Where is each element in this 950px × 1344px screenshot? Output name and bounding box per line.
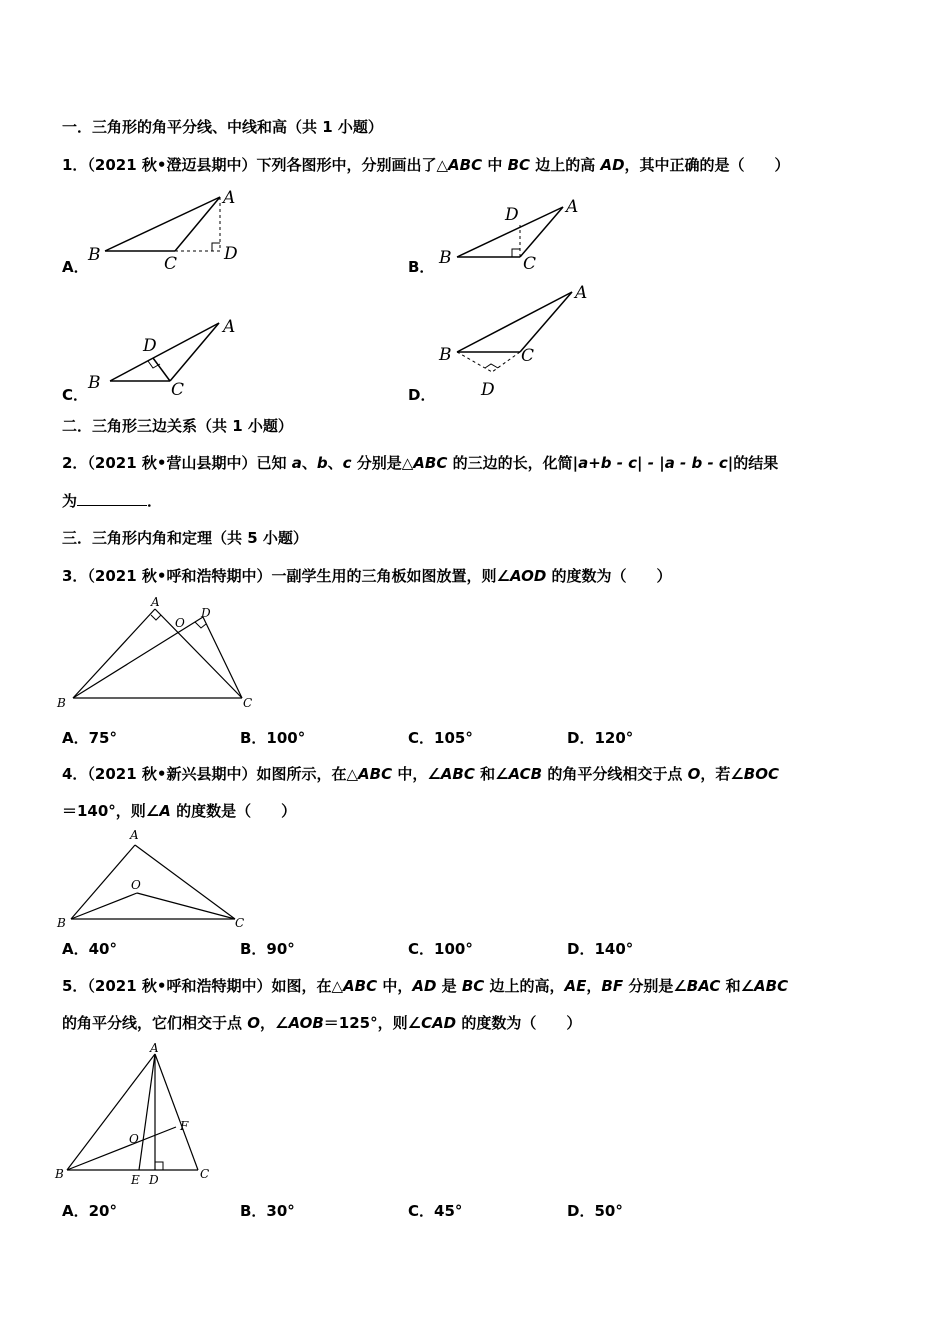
q1a-label-b: B [88,245,101,265]
q5-option-b[interactable]: B．30° [240,1202,295,1220]
q1b-label-d: D [505,205,519,225]
q4-text: 和∠ [474,765,509,783]
q5-text: 是 [436,977,462,995]
q1-ad: AD [600,156,625,174]
q3-option-a[interactable]: A．75° [62,729,117,747]
q5-text: 的度数为（ ） [456,1014,582,1032]
q5-angle-aob: AOB [288,1014,324,1032]
q5-text: ，∠ [260,1014,289,1032]
q1d-label-b: B [439,345,452,365]
q3-figure [55,595,265,715]
q3-label-d: D [201,606,211,620]
question-4-line2 [62,801,296,821]
q5-label-d: D [149,1173,159,1187]
q3-label-a: A [151,595,160,609]
q2-text: ． [147,492,163,510]
question-5-line1 [62,976,788,996]
q1-text: ，其中正确的是（ ） [624,156,790,174]
question-4-line1 [62,764,779,784]
q4-option-d[interactable]: D．140° [567,940,634,958]
q4-text: 中，∠ [392,765,441,783]
q5-bf: BF [601,977,624,995]
q4-label-a: A [130,828,139,842]
q5-angle-bac: BAC [686,977,721,995]
q1-option-d[interactable]: D． [408,386,436,404]
q5-option-a[interactable]: A．20° [62,1202,117,1220]
q5-text: 分别是∠ [623,977,687,995]
q4-angle-abc: ABC [440,765,475,783]
q4-label-c: C [235,916,245,930]
section-title-3: 三．三角形内角和定理（共 5 小题） [62,529,308,547]
q1-option-b[interactable]: B． [408,258,435,276]
q4-text: 4．（2021 秋•新兴县期中）如图所示，在△ [62,765,359,783]
question-2-line1 [62,453,778,473]
question-2-line2 [62,491,162,511]
q1a-label-d: D [224,244,238,264]
question-1-stem [62,155,790,175]
q2-abc: ABC [413,454,448,472]
q1-figure-a [80,185,260,274]
q4-abc: ABC [358,765,393,783]
q3-text: 3．（2021 秋•呼和浩特期中）一副学生用的三角板如图放置，则∠ [62,567,510,585]
q4-option-c[interactable]: C．100° [408,940,473,958]
q5-label-c: C [200,1167,210,1181]
q5-text: 和∠ [720,977,755,995]
q5-angle-abc: ABC [754,977,789,995]
q5-label-f: F [180,1119,189,1133]
q2-var-a: a [291,454,302,472]
q3-option-d[interactable]: D．120° [567,729,634,747]
q1c-label-b: B [88,373,101,393]
q1c-label-a: A [223,317,236,337]
q1-option-c[interactable]: C． [62,386,89,404]
q4-text: 的角平分线相交于点 [542,765,688,783]
q2-text: 2．（2021 秋•营山县期中）已知 [62,454,292,472]
q1a-label-a: A [223,188,236,208]
question-5-line2 [62,1013,581,1033]
q5-bc: BC [461,977,485,995]
q1-text: 中 [482,156,508,174]
q5-text: 的角平分线，它们相交于点 [62,1014,248,1032]
q1c-label-c: C [171,380,185,400]
q5-figure [55,1040,225,1190]
q3-option-b[interactable]: B．100° [240,729,306,747]
q4-angle-acb: ACB [508,765,543,783]
q1d-label-c: C [521,346,535,366]
question-3-stem [62,566,672,586]
section-title-1: 一．三角形的角平分线、中线和高（共 1 小题） [62,118,383,136]
q4-label-b: B [57,916,66,930]
q3-label-b: B [57,696,66,710]
q4-option-b[interactable]: B．90° [240,940,295,958]
q3-label-c: C [243,696,253,710]
q2-text: 、 [301,454,317,472]
q1a-label-c: C [164,254,178,274]
q2-text: 分别是△ [351,454,414,472]
q5-text: ＝125°，则∠ [323,1014,422,1032]
q5-abc: ABC [343,977,378,995]
q3-label-o: O [175,616,185,630]
q5-option-d[interactable]: D．50° [567,1202,623,1220]
q2-expression: |a+b - c| - |a - b - c| [572,454,734,472]
q5-label-a: A [150,1041,159,1055]
q5-label-b: B [55,1167,64,1181]
q2-text: 、 [327,454,343,472]
q5-text: ， [586,977,602,995]
q4-point-o: O [687,765,701,783]
q1b-label-b: B [439,248,452,268]
q3-aod: AOD [509,567,547,585]
q4-angle-a: A [159,802,171,820]
q1b-label-a: A [566,197,579,217]
q4-option-a[interactable]: A．40° [62,940,117,958]
section-title-2: 二．三角形三边关系（共 1 小题） [62,417,293,435]
q4-text: ＝140°，则∠ [62,802,160,820]
q2-answer-blank[interactable] [77,491,147,506]
q5-text: 边上的高， [484,977,565,995]
q5-text: 5．（2021 秋•呼和浩特期中）如图，在△ [62,977,344,995]
q2-var-b: b [316,454,328,472]
q1-text: 1．（2021 秋•澄迈县期中）下列各图形中，分别画出了△ [62,156,449,174]
q1d-label-d: D [481,380,495,400]
q1-option-a[interactable]: A． [62,258,89,276]
q4-angle-boc: BOC [743,765,779,783]
q1-figure-c [85,315,255,400]
q5-label-e: E [131,1173,140,1187]
q5-ad: AD [412,977,437,995]
q5-label-o: O [129,1132,139,1146]
q5-point-o: O [247,1014,260,1032]
q2-text: 的结果 [733,454,779,472]
q4-text: 的度数是（ ） [170,802,297,820]
q1-bc: BC [507,156,531,174]
q1c-label-d: D [143,336,157,356]
q1-text: 边上的高 [530,156,601,174]
q5-text: 中， [377,977,413,995]
q4-figure [55,827,255,932]
q1d-label-a: A [575,283,588,303]
q1b-label-c: C [523,254,537,274]
q1-figure-b [435,195,595,275]
q1-figure-d [435,282,605,402]
q2-text: 的三边的长，化简 [447,454,573,472]
q3-text: 的度数为（ ） [546,567,672,585]
q3-option-c[interactable]: C．105° [408,729,473,747]
q4-label-o: O [131,878,141,892]
q5-angle-cad: CAD [421,1014,457,1032]
q4-text: ，若∠ [700,765,744,783]
q2-var-c: c [342,454,352,472]
q1-abc: ABC [448,156,483,174]
q5-option-c[interactable]: C．45° [408,1202,463,1220]
q2-text: 为 [62,492,78,510]
q5-ae: AE [564,977,587,995]
